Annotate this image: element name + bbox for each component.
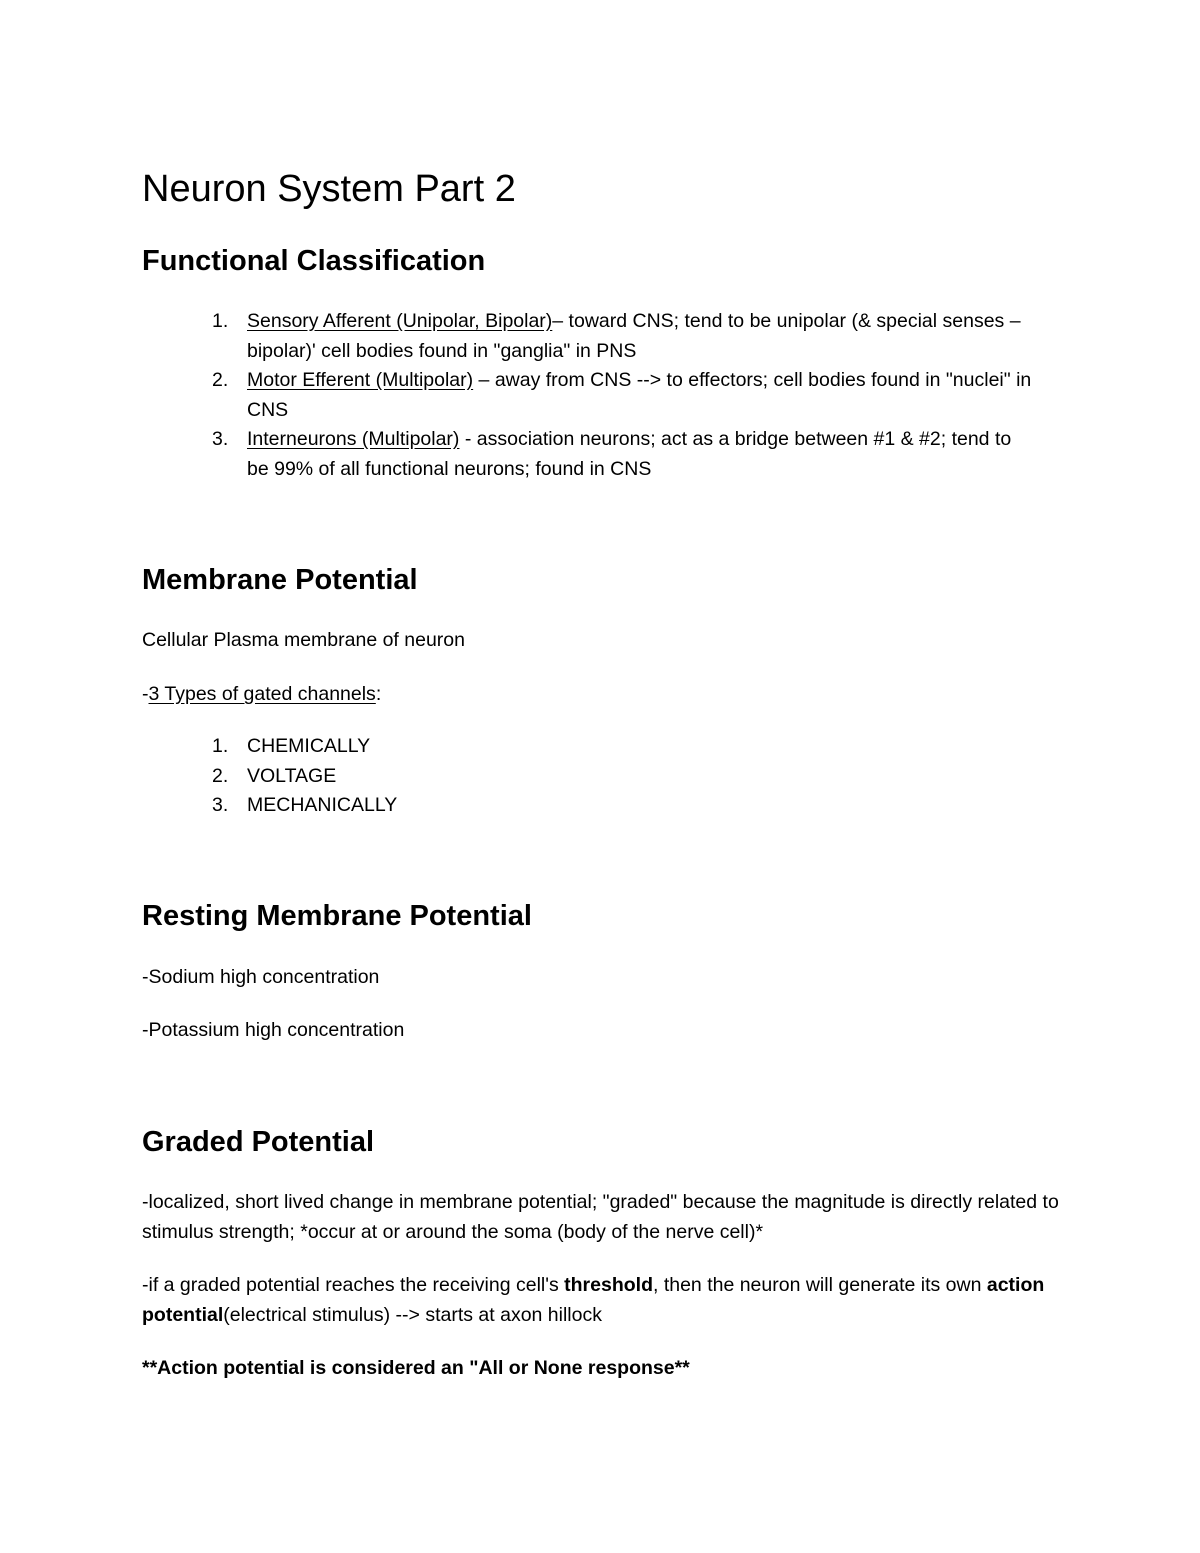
list-number: 2. xyxy=(212,369,229,391)
gated-channels-list xyxy=(142,732,1072,821)
list-number: 1. xyxy=(212,735,229,757)
heading-graded-potential: Graded Potential xyxy=(142,1126,375,1158)
heading-membrane-potential: Membrane Potential xyxy=(142,564,418,596)
gated-channels-title: 3 Types of gated channels xyxy=(148,683,376,705)
text-run: (electrical stimulus) --> starts at axon hillock xyxy=(223,1303,602,1326)
list-item xyxy=(142,791,1072,821)
list-description: – toward CNS; tend to be unipolar (& special senses – bipolar)' cell bodies found in "ganglia" in PNS xyxy=(247,310,1021,362)
list-number: 2. xyxy=(212,764,229,787)
list-item xyxy=(142,762,1072,792)
list-text: MECHANICALLY xyxy=(247,794,398,816)
list-text: CHEMICALLY xyxy=(247,735,371,757)
list-description: - association neurons; act as a bridge between #1 & #2; tend to be 99% of all functional neurons; found in CNS xyxy=(247,428,1012,480)
functional-classification-list xyxy=(142,307,1072,484)
page-title: Neuron System Part 2 xyxy=(142,168,516,210)
list-term: Sensory Afferent (Unipolar, Bipolar) xyxy=(247,310,553,332)
graded-paragraph-2 xyxy=(142,1271,1072,1330)
graded-paragraph-1: -localized, short lived change in membrane potential; "graded" because the magnitude is directly related to stimulus strength; *occur at or around the soma (body of the nerve cell)* xyxy=(142,1191,1059,1243)
list-number: 3. xyxy=(212,428,229,450)
list-item xyxy=(142,307,1072,366)
list-item xyxy=(142,425,1072,484)
heading-resting-membrane-potential: Resting Membrane Potential xyxy=(142,900,532,932)
suffix-colon: : xyxy=(375,683,382,705)
text-run: , then the neuron will generate its own xyxy=(652,1274,987,1296)
heading-functional-classification: Functional Classification xyxy=(142,245,486,277)
graded-paragraph-3: **Action potential is considered an "All or None response** xyxy=(142,1357,690,1379)
gated-channels-label xyxy=(142,680,1072,710)
list-text: VOLTAGE xyxy=(247,764,337,787)
text-run: -if a graded potential reaches the receiving cell's xyxy=(142,1274,565,1296)
list-item xyxy=(142,732,1072,762)
list-description: – away from CNS --> to effectors; cell bodies found in "nuclei" in CNS xyxy=(247,369,1032,421)
threshold-bold: threshold xyxy=(564,1274,653,1296)
list-term: Motor Efferent (Multipolar) xyxy=(247,369,474,391)
resting-line-potassium: -Potassium high concentration xyxy=(142,1019,405,1041)
list-number: 1. xyxy=(212,310,229,332)
resting-line-sodium: -Sodium high concentration xyxy=(142,966,380,988)
action-potential-bold: action potential xyxy=(142,1274,1045,1326)
list-term: Interneurons (Multipolar) xyxy=(247,428,460,450)
list-number: 3. xyxy=(212,794,229,816)
list-item xyxy=(142,366,1072,425)
prefix-dash: - xyxy=(142,683,149,705)
membrane-intro: Cellular Plasma membrane of neuron xyxy=(142,629,465,651)
